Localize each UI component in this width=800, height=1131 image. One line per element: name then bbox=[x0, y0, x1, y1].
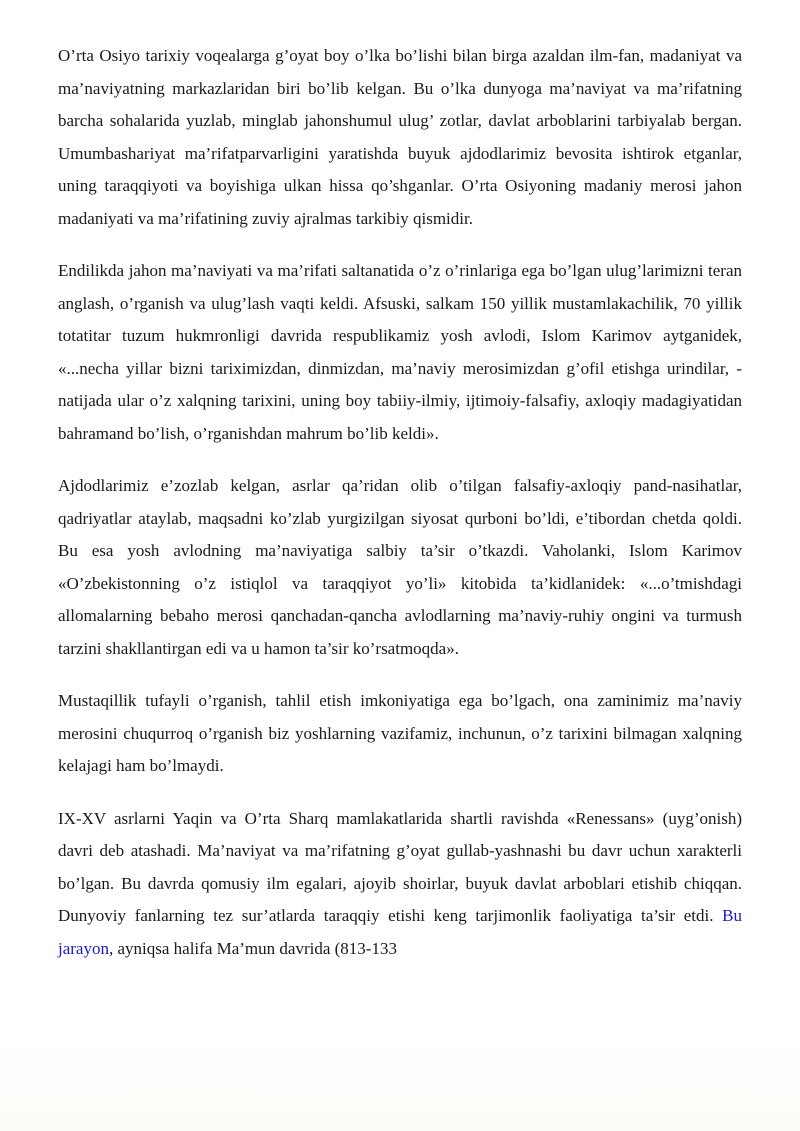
paragraph-5-text-before-link: IX-XV asrlarni Yaqin va O’rta Sharq mamlakatlarida shartli ravishda «Renessans» (uyg’onish) davri deb atashadi. Ma’naviyat va ma’rifatning g’oyat gullab-yashnashi bu davr uchun xarakterli bo’lgan. Bu davrda qomusiy ilm egalari, ajoyib shoirlar, buyuk davlat arboblari etishib chiqqan. Dunyoviy fanlarning tez sur’atlarda taraqqiy etishi keng tarjimonlik faoliyatiga ta’sir etdi. bbox=[58, 808, 742, 925]
paragraph-2: Endilikda jahon ma’naviyati va ma’rifati saltanatida o’z o’rinlariga ega bo’lgan ulug’larimizni teran anglash, o’rganish va ulug’lash vaqti keldi. Afsuski, salkam 150 yillik mustamlakachilik, 70 yillik totatitar tuzum hukmronligi davrida respublikamiz yosh avlodi, Islom Karimov aytganidek, «...necha yillar bizni tariximizdan, dinmizdan, ma’naviy merosimizdan g’ofil etishga urindilar, - natijada ular o’z xalqning tarixini, uning boy tabiiy-ilmiy, ijtimoiy-falsafiy, axloqiy madagiyatidan bahramand bo’lish, o’rganishdan mahrum bo’lib keldi». bbox=[58, 261, 742, 443]
paragraph-5 bbox=[58, 803, 742, 966]
paragraph-4: Mustaqillik tufayli o’rganish, tahlil etish imkoniyatiga ega bo’lgach, ona zaminimiz ma’naviy merosini chuqurroq o’rganish biz yoshlarning vazifamiz, inchunun, o’z tarixini bilmagan xalqning kelajagi ham bo’lmaydi. bbox=[58, 691, 742, 775]
paragraph-5-text-after-link: , ayniqsa halifa Ma’mun davrida (813-133 bbox=[108, 938, 397, 958]
paragraph-3: Ajdodlarimiz e’zozlab kelgan, asrlar qa’ridan olib o’tilgan falsafiy-axloqiy pand-nasihatlar, qadriyatlar ataylab, maqsadni ko’zlab yurgizilgan siyosat qurboni bo’ldi, e’tibordan chetda qoldi. Bu esa yosh avlodning ma’naviyatiga salbiy ta’sir o’tkazdi. Vaholanki, Islom Karimov «O’zbekistonning o’z istiqlol va taraqqiyot yo’li» kitobida ta’kidlanidek: «...o’tmishdagi allomalarning bebaho merosi qanchadan-qancha avlodlarning ma’naviy-ruhiy ongini va turmush tarzini shakllantirgan edi va u hamon ta’sir ko’rsatmoqda». bbox=[58, 476, 742, 658]
document-page bbox=[58, 40, 742, 985]
inline-link[interactable]: Bu jarayon bbox=[58, 906, 742, 958]
paragraph-1: O’rta Osiyo tarixiy voqealarga g’oyat boy o’lka bo’lishi bilan birga azaldan ilm-fan, madaniyat va ma’naviyatning markazlaridan biri bo’lib kelgan. Bu o’lka dunyoga ma’naviyat va ma’rifatning barcha sohalarida yuzlab, minglab jahonshumul ulug’ zotlar, davlat arboblarini tarbiyalab bergan. Umumbashariyat ma’rifatparvarligini yaratishda buyuk ajdodlarimiz bevosita ishtirok etganlar, uning taraqqiyoti va boyishiga ulkan hissa qo’shganlar. O’rta Osiyoning madaniy merosi jahon madaniyati va ma’rifatining zuviy ajralmas tarkibiy qismidir. bbox=[58, 46, 742, 228]
bottom-page-shade bbox=[0, 1041, 800, 1131]
